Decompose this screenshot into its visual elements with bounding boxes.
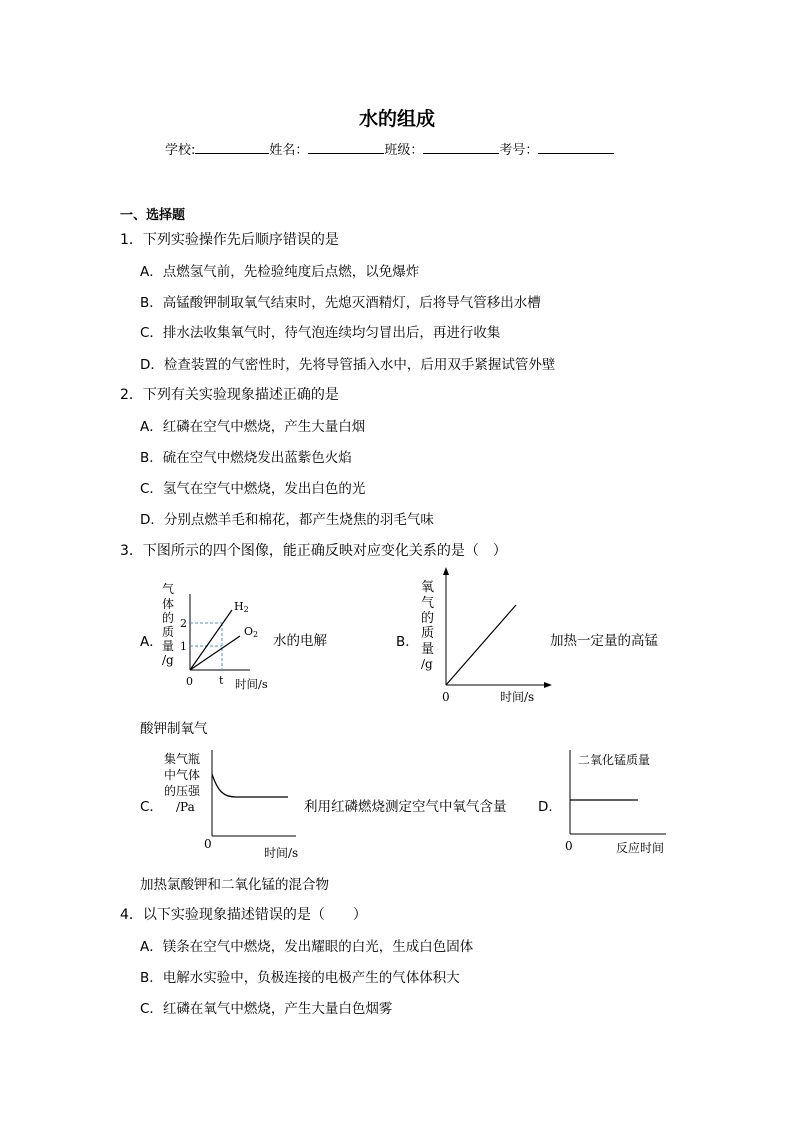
y-axis-arrow: [443, 567, 449, 575]
school-label: 学校:: [165, 143, 196, 158]
xlabel: 时间/s: [264, 846, 299, 860]
pressure-graph: [160, 746, 300, 862]
question-2-option-d[interactable]: D．分别点燃羊毛和棉花，都产生烧焦的羽毛气味: [140, 512, 434, 528]
option-b-caption: 加热一定量的高锰: [550, 633, 658, 649]
ylabel-char-1: 氧: [421, 580, 435, 595]
question-3-stem: 3．下图所示的四个图像，能正确反映对应变化关系的是（ ）: [120, 543, 507, 559]
origin-label: 0: [204, 837, 212, 851]
class-label: 班级：: [384, 143, 424, 158]
question-2-option-c[interactable]: C．氢气在空气中燃烧，发出白色的光: [140, 481, 366, 497]
question-4-option-a[interactable]: A．镁条在空气中燃烧，发出耀眼的白光，生成白色固体: [140, 939, 474, 955]
option-d-caption: 加热氯酸钾和二氧化锰的混合物: [140, 877, 329, 893]
ylabel-char-4: 质: [162, 625, 175, 639]
ylabel-char-2: 体: [162, 597, 175, 611]
section-heading: 一、选择题: [120, 208, 186, 223]
class-blank[interactable]: [423, 141, 499, 154]
question-4-stem: 4．以下实验现象描述错误的是（ ）: [120, 907, 367, 923]
page-title: 水的组成: [358, 108, 435, 130]
xlabel: 时间/s: [235, 677, 268, 691]
question-3-option-d-letter[interactable]: D．: [538, 799, 562, 815]
question-1-stem: 1．下列实验操作先后顺序错误的是: [120, 232, 339, 248]
ylabel-line-4: /Pa: [176, 800, 195, 814]
xlabel: 时间/s: [500, 690, 535, 704]
student-info-line: [165, 139, 614, 158]
number-blank[interactable]: [538, 141, 614, 154]
ylabel-char-6: /g: [162, 653, 174, 667]
number-label: 考号：: [499, 143, 539, 158]
pressure-curve: [212, 774, 288, 797]
question-1-option-c[interactable]: C．排水法收集氧气时，待气泡连续均匀冒出后，再进行收集: [140, 325, 501, 341]
name-blank[interactable]: [308, 141, 384, 154]
origin-label: 0: [565, 839, 573, 853]
option-c-caption: 利用红磷燃烧测定空气中氧气含量: [304, 799, 507, 815]
xtick-t: t: [219, 674, 224, 687]
h2-symbol: H: [234, 600, 244, 613]
ytick-2: 2: [180, 617, 187, 630]
question-2-stem: 2．下列有关实验现象描述正确的是: [120, 387, 339, 403]
h2-label: [234, 600, 249, 614]
ylabel-char-5: 量: [162, 639, 175, 653]
ylabel-char-3: 的: [421, 611, 435, 626]
ylabel: 二氧化锰质量: [578, 753, 651, 767]
question-3-option-a-letter[interactable]: A．: [140, 634, 163, 650]
xlabel: 反应时间: [616, 841, 665, 855]
ylabel-line-2: 中气体: [164, 768, 201, 782]
o2-symbol: O: [244, 625, 254, 638]
question-1-option-b[interactable]: B．高锰酸钾制取氧气结束时，先熄灭酒精灯，后将导气管移出水槽: [140, 295, 541, 311]
origin-label: 0: [442, 690, 450, 704]
question-4-option-c[interactable]: C．红磷在氧气中燃烧，产生大量白色烟雾: [140, 1001, 393, 1017]
x-axis-arrow: [544, 682, 552, 688]
ylabel-char-1: 气: [162, 582, 175, 596]
ylabel-line-1: 集气瓶: [164, 752, 201, 766]
option-b-caption-continued: 酸钾制氧气: [140, 721, 208, 737]
origin-label: 0: [186, 675, 193, 688]
o2-label: [244, 625, 258, 639]
question-1-option-d[interactable]: D．检查装置的气密性时，先将导管插入水中，后用双手紧握试管外壁: [140, 357, 556, 373]
ylabel-char-4: 质: [421, 626, 435, 641]
question-3-option-b-letter[interactable]: B．: [396, 634, 419, 650]
oxygen-line: [446, 605, 516, 685]
school-blank[interactable]: [195, 141, 269, 154]
question-2-option-a[interactable]: A．红磷在空气中燃烧，产生大量白烟: [140, 419, 366, 435]
ylabel-char-3: 的: [162, 611, 175, 625]
h2-subscript: 2: [243, 605, 249, 614]
o2-line: [190, 636, 240, 670]
ylabel-line-3: 的压强: [164, 784, 201, 798]
name-label: 姓名：: [269, 143, 309, 158]
question-2-option-b[interactable]: B．硫在空气中燃烧发出蓝紫色火焰: [140, 450, 352, 466]
question-4-option-b[interactable]: B．电解水实验中，负极连接的电极产生的气体体积大: [140, 970, 460, 986]
question-1-option-a[interactable]: A．点燃氢气前，先检验纯度后点燃，以免爆炸: [140, 264, 420, 280]
ytick-1: 1: [180, 640, 187, 653]
ylabel-char-5: 量: [421, 642, 435, 657]
option-a-caption: 水的电解: [273, 633, 327, 649]
water-electrolysis-graph: [160, 580, 280, 692]
ylabel-char-6: /g: [421, 657, 433, 671]
h2-line: [190, 610, 232, 670]
question-3-option-c-letter[interactable]: C．: [140, 799, 163, 815]
manganese-dioxide-graph: [560, 746, 676, 858]
ylabel-char-2: 气: [421, 596, 435, 611]
o2-subscript: 2: [253, 630, 259, 639]
oxygen-mass-graph: [416, 565, 556, 707]
